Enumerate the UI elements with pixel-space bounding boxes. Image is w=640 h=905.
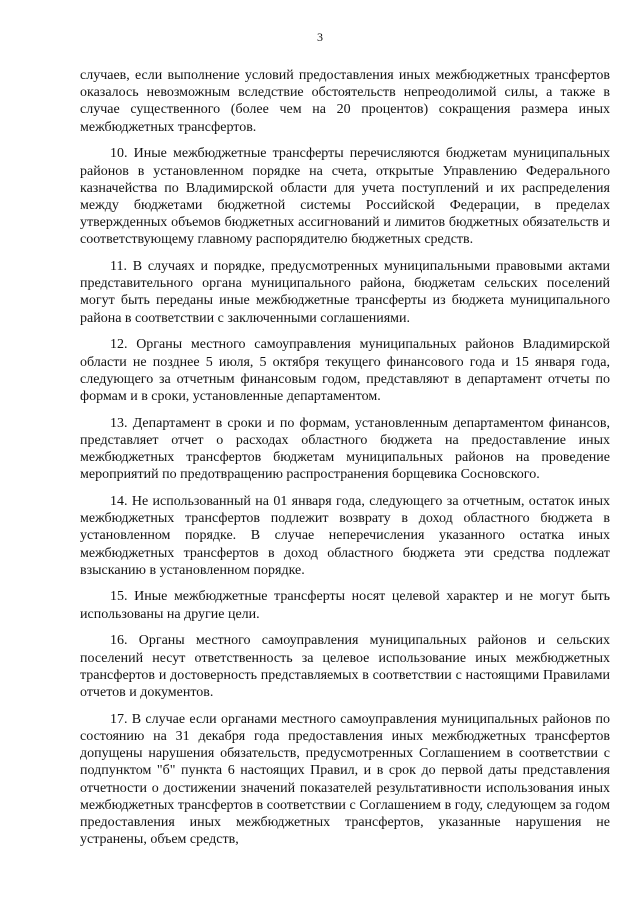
paragraph-10: 10. Иные межбюджетные трансферты перечисляются бюджетам муниципальных районов в установленном порядке на счета, открытые Управлению Федерального казначейства по Владимирской области для учета поступлений и их распределения между бюджетами бюджетной системы Российской Федерации, в пределах утвержденных объемов бюджетных ассигнований и лимитов бюджетных обязательств и соответствующему главному распорядителю бюджетных средств. [80,146,610,248]
paragraph-17: 17. В случае если органами местного самоуправления муниципальных районов по состоянию на 31 декабря года предоставления иных межбюджетных трансфертов допущены нарушения обязательств, предусмотренных Соглашением в соответствии с подпунктом "б" пункта 6 настоящих Правил, и в срок до первой даты представления отчетности о достижении значений показателей результативности использования иных межбюджетных трансфертов в соответствии с Соглашением в году, следующем за годом предоставления иных межбюджетных трансфертов, указанные нарушения не устранены, объем средств, [80,711,610,848]
document-body [80,67,610,858]
page-number: 3 [317,30,323,44]
paragraph-15: 15. Иные межбюджетные трансферты носят целевой характер и не могут быть использованы на другие цели. [80,589,610,622]
paragraph-13: 13. Департамент в сроки и по формам, установленным департаментом финансов, представляет отчет о расходах областного бюджета на предоставление иных межбюджетных трансфертов бюджетам муниципальных районов на проведение мероприятий по предотвращению распространения борщевика Сосновского. [80,415,610,483]
paragraph-14: 14. Не использованный на 01 января года, следующего за отчетным, остаток иных межбюджетных трансфертов подлежит возврату в доход областного бюджета в установленном порядке. В случае неперечисления указанного остатка иных межбюджетных трансфертов в доход областного бюджета эти средства подлежат взысканию в установленном порядке. [80,493,610,578]
paragraph-16: 16. Органы местного самоуправления муниципальных районов и сельских поселений несут ответственность за целевое использование иных межбюджетных трансфертов и достоверность представляемых в соответствии с настоящими Правилами отчетов и документов. [80,633,610,700]
paragraph-12: 12. Органы местного самоуправления муниципальных районов Владимирской области не позднее 5 июля, 5 октября текущего финансового года и 15 января года, следующего за отчетным финансовым годом, представляют в департамент отчеты по формам и в сроки, установленные департаментом. [80,337,610,404]
paragraph-11: 11. В случаях и порядке, предусмотренных муниципальными правовыми актами представительного органа муниципального района, бюджетам сельских поселений могут быть переданы иные межбюджетные трансферты из бюджета муниципального района в соответствии с заключенными соглашениями. [80,259,610,326]
paragraph-continuation: случаев, если выполнение условий предоставления иных межбюджетных трансфертов оказалось невозможным вследствие обстоятельств непреодолимой силы, а также в случае существенного (более чем на 20 процентов) сокращения размера иных межбюджетных трансфертов. [80,68,610,135]
